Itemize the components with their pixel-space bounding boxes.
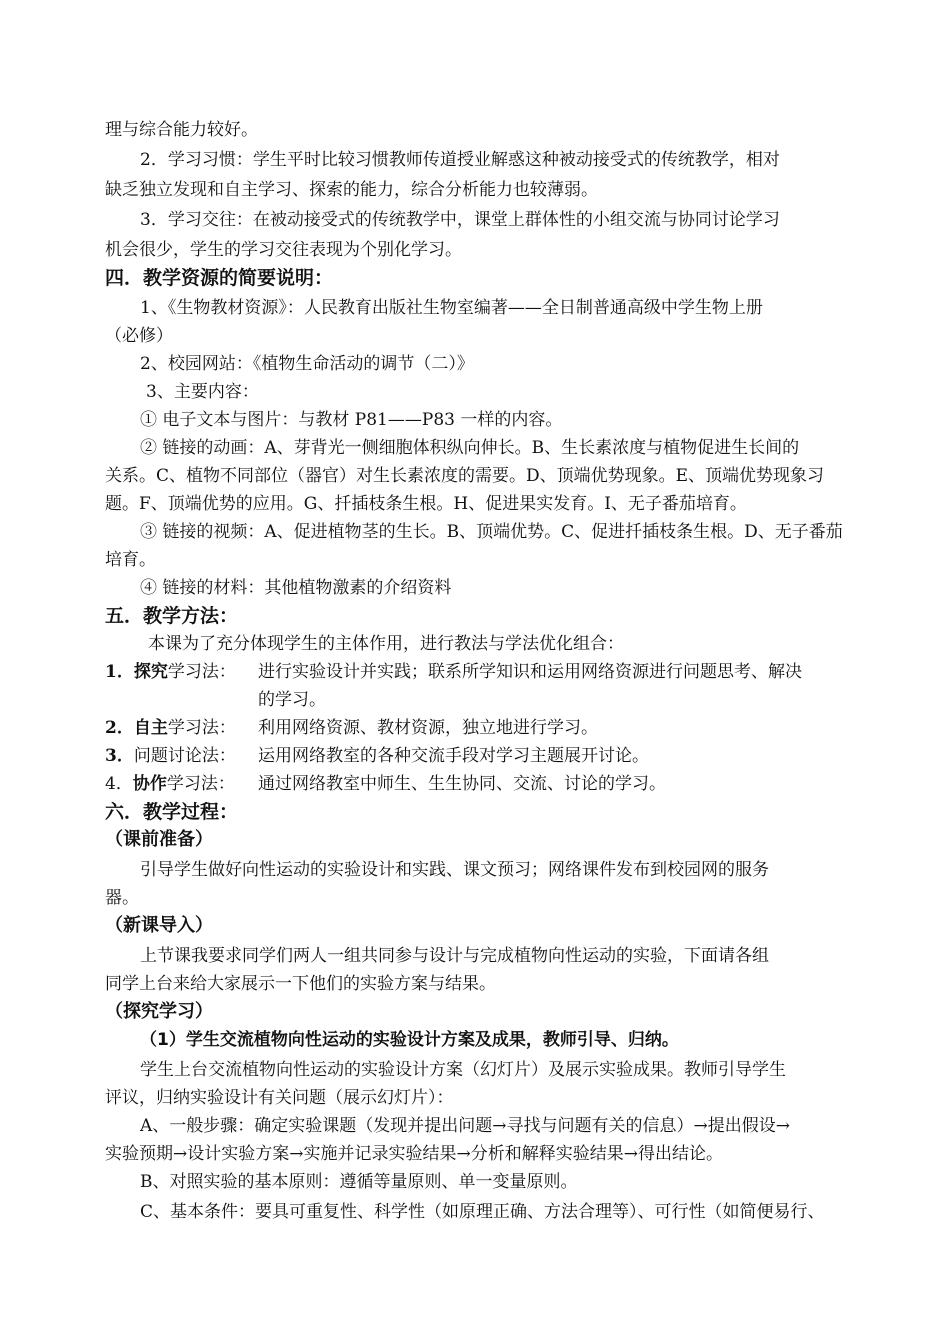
method-label-3: 3．问题讨论法： (105, 746, 236, 766)
content-item-2-cont: 关系。C、植物不同部位（器官）对生长素浓度的需要。D、顶端优势现象。E、顶端优势现象习 (105, 466, 825, 486)
learning-habit-line: 2．学习习惯：学生平时比较习惯教师传道授业解惑这种被动接受式的传统教学，相对 (140, 150, 780, 170)
resource-item-2: 2、校园网站：《植物生命活动的调节（二）》 (140, 354, 474, 374)
resource-item-3: 3、主要内容： (146, 382, 259, 402)
content-item-2-cont: 题。F、顶端优势的应用。G、扦插枝条生根。H、促进果实发育。I、无子番茄培育。 (105, 494, 747, 514)
step-b: B、对照实验的基本原则：遵循等量原则、单一变量原则。 (140, 1172, 578, 1192)
section-heading-methods: 五．教学方法： (105, 605, 239, 627)
content-item-2: ② 链接的动画：A、芽背光一侧细胞体积纵向伸长。B、生长素浓度与植物促进生长间的 (140, 438, 800, 458)
resource-item-1: 1、《生物教材资源》：人民教育出版社生物室编著——全日制普通高级中学生物上册 (140, 298, 763, 318)
subsection-introduction: （新课导入） (105, 915, 213, 936)
method-label-2: 2．自主学习法： (105, 718, 236, 738)
subsection-preparation: （课前准备） (105, 829, 213, 850)
preparation-text: 引导学生做好向性运动的实验设计和实践、课文预习；网络课件发布到校园网的服务 (140, 860, 769, 880)
method-label-4: 4．协作学习法： (105, 774, 235, 794)
method-text-4: 通过网络教室中师生、生生协同、交流、讨论的学习。 (258, 774, 666, 794)
preparation-text-cont: 器。 (105, 888, 139, 908)
step-a-cont: 实验预期→设计实验方案→实施并记录实验结果→分析和解释实验结果→得出结论。 (105, 1144, 723, 1164)
resource-item-1-cont: （必修） (105, 326, 173, 346)
subsection-inquiry: （探究学习） (105, 1001, 213, 1022)
content-item-4: ④ 链接的材料：其他植物激素的介绍资料 (140, 578, 452, 598)
method-text-1-cont: 的学习。 (258, 690, 326, 710)
inquiry-text-cont: 评议，归纳实验设计有关问题（展示幻灯片）： (105, 1088, 454, 1108)
content-item-1: ① 电子文本与图片：与教材 P81——P83 一样的内容。 (140, 410, 563, 430)
section-heading-resources: 四．教学资源的简要说明： (105, 267, 334, 289)
methods-intro: 本课为了充分体现学生的主体作用，进行教法与学法优化组合： (148, 634, 624, 654)
method-text-3: 运用网络教室的各种交流手段对学习主题展开讨论。 (258, 746, 649, 766)
inquiry-text: 学生上台交流植物向性运动的实验设计方案（幻灯片）及展示实验成果。教师引导学生 (140, 1060, 786, 1080)
method-text-1: 进行实验设计并实践；联系所学知识和运用网络资源进行问题思考、解决 (258, 662, 802, 682)
content-item-3: ③ 链接的视频：A、促进植物茎的生长。B、顶端优势。C、促进扦插枝条生根。D、无子番茄 (140, 522, 843, 542)
introduction-text: 上节课我要求同学们两人一组共同参与设计与完成植物向性运动的实验，下面请各组 (140, 946, 769, 966)
learning-interaction-line: 3．学习交往：在被动接受式的传统教学中，课堂上群体性的小组交流与协同讨论学习 (140, 210, 780, 230)
method-label-1: 1．探究学习法： (105, 662, 236, 682)
inquiry-step-1-heading: （1）学生交流植物向性运动的实验设计方案及成果，教师引导、归纳。 (140, 1030, 679, 1050)
method-text-2: 利用网络资源、教材资源，独立地进行学习。 (258, 718, 598, 738)
step-a: A、一般步骤：确定实验课题（发现并提出问题→寻找与问题有关的信息）→提出假设→ (140, 1116, 791, 1136)
content-item-3-cont: 培育。 (105, 550, 156, 570)
introduction-text-cont: 同学上台来给大家展示一下他们的实验方案与结果。 (105, 974, 496, 994)
paragraph-line: 缺乏独立发现和自主学习、探索的能力，综合分析能力也较薄弱。 (105, 180, 598, 200)
step-c: C、基本条件：要具可重复性、科学性（如原理正确、方法合理等）、可行性（如简便易行、 (140, 1202, 825, 1222)
paragraph-line: 机会很少，学生的学习交往表现为个别化学习。 (105, 240, 462, 260)
section-heading-process: 六．教学过程： (105, 801, 239, 823)
paragraph-line: 理与综合能力较好。 (105, 120, 258, 140)
